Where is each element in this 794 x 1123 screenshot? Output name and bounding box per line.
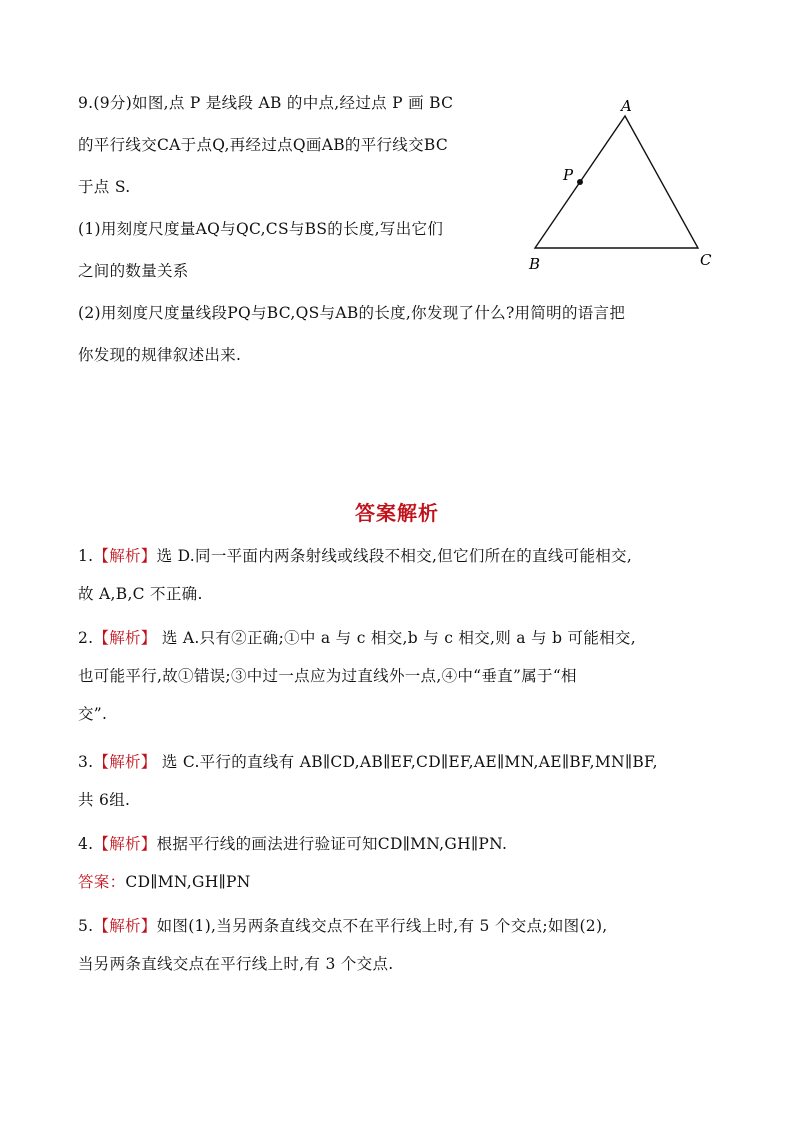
answer-value: CD∥MN,GH∥PN [125, 873, 251, 891]
question-part2-line: (2)用刻度尺度量线段PQ与BC,QS与AB的长度,你发现了什么?用简明的语言把 [78, 304, 626, 322]
answer-number: 1. [78, 547, 94, 565]
triangle-diagram [520, 92, 720, 277]
question-line: 9.(9分)如图,点 P 是线段 AB 的中点,经过点 P 画 BC [78, 94, 454, 112]
analysis-tag: 【解析】 [93, 547, 157, 565]
question-line: 于点 S. [78, 178, 131, 196]
analysis-tag: 【解析】 [93, 917, 157, 935]
analysis-tag: 【解析】 [93, 629, 157, 647]
answer-line: 当另两条直线交点在平行线上时,有 3 个交点. [78, 955, 394, 973]
answer-item-5 [78, 907, 738, 983]
answer-number: 3. [78, 753, 94, 771]
answer-number: 2. [78, 629, 94, 647]
question-line: 之间的数量关系 [78, 262, 189, 280]
label-c: C [700, 251, 712, 269]
answer-line: 选 A.只有②正确;①中 a 与 c 相交,b 与 c 相交,则 a 与 b 可能相交, [156, 629, 636, 647]
answer-number: 5. [78, 917, 94, 935]
answer-item-4 [78, 825, 738, 901]
question-line: 的平行线交CA于点Q,再经过点Q画AB的平行线交BC [78, 136, 449, 154]
answer-item-2 [78, 619, 738, 733]
label-b: B [529, 255, 541, 273]
answer-line: 故 A,B,C 不正确. [78, 585, 203, 603]
answer-line: 选 C.平行的直线有 AB∥CD,AB∥EF,CD∥EF,AE∥MN,AE∥BF,MN∥BF, [156, 753, 658, 771]
answer-item-3 [78, 743, 738, 819]
label-a: A [621, 97, 632, 115]
label-p: P [563, 166, 574, 184]
answer-item-1 [78, 537, 738, 613]
point-p-dot [577, 179, 583, 185]
question-part2-line: 你发现的规律叙述出来. [78, 346, 242, 364]
analysis-tag: 【解析】 [93, 753, 157, 771]
answer-line: 交”. [78, 705, 108, 723]
triangle-abc [535, 116, 698, 248]
question-9-text [78, 82, 518, 292]
triangle-figure [520, 92, 720, 277]
question-line: (1)用刻度尺度量AQ与QC,CS与BS的长度,写出它们 [78, 220, 444, 238]
answer-line: 如图(1),当另两条直线交点不在平行线上时,有 5 个交点;如图(2), [156, 917, 608, 935]
answer-line: 选 D.同一平面内两条射线或线段不相交,但它们所在的直线可能相交, [156, 547, 633, 565]
answers-title: 答案解析 [355, 501, 439, 525]
answer-line: 根据平行线的画法进行验证可知CD∥MN,GH∥PN. [156, 835, 508, 853]
answer-line: 共 6组. [78, 791, 131, 809]
answer-line: 也可能平行,故①错误;③中过一点应为过直线外一点,④中“垂直”属于“相 [78, 667, 577, 685]
answer-label: 答案： [78, 873, 126, 891]
answer-number: 4. [78, 835, 94, 853]
analysis-tag: 【解析】 [93, 835, 157, 853]
